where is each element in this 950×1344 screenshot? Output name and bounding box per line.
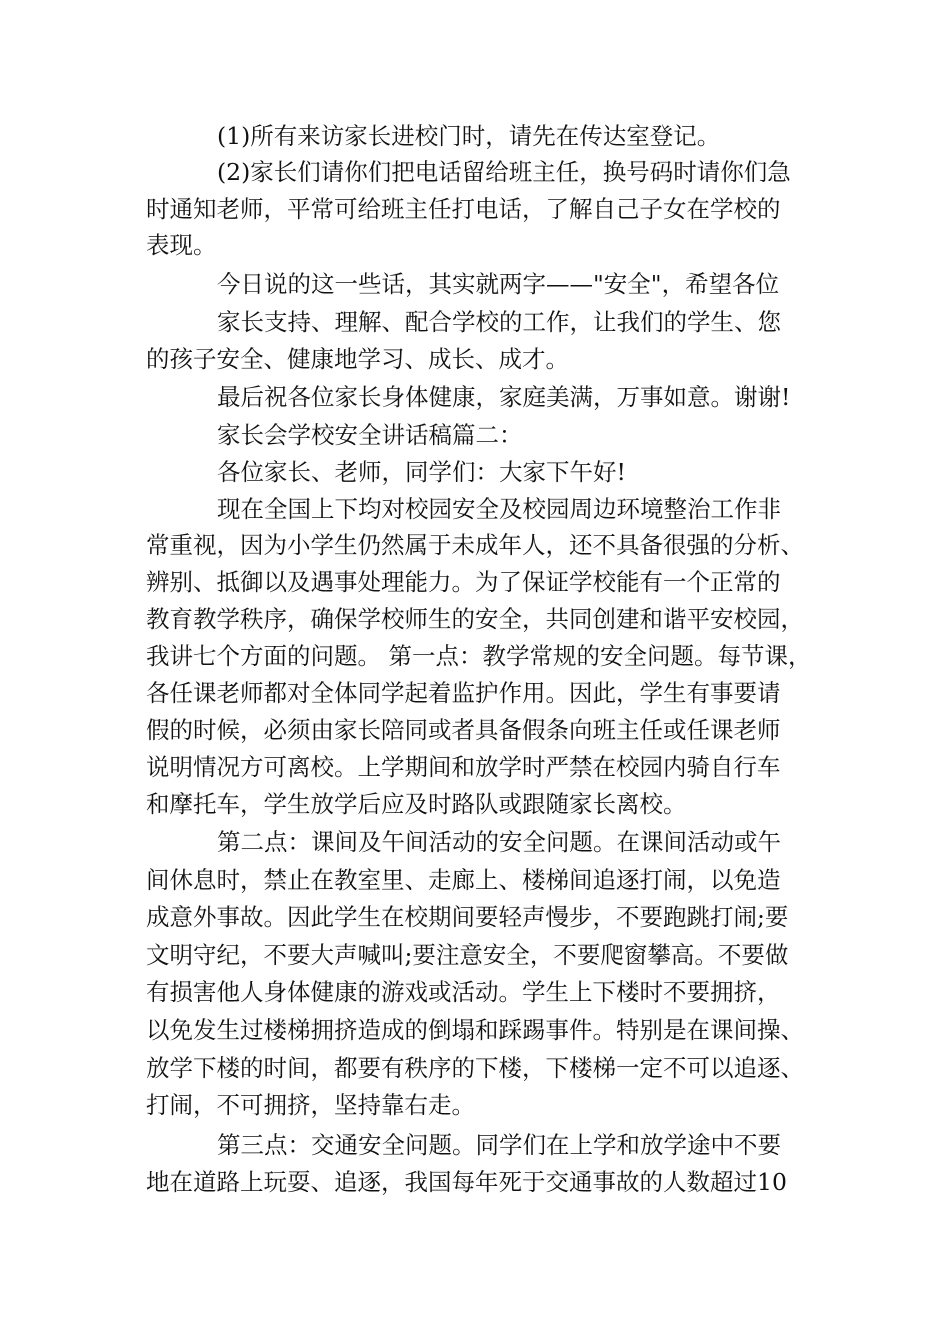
text-line: 成意外事故。因此学生在校期间要轻声慢步，不要跑跳打闹;要 [146,903,789,931]
text-line: 常重视，因为小学生仍然属于未成年人，还不具备很强的分析、 [146,531,804,559]
text-line: 以免发生过楼梯拥挤造成的倒塌和踩踢事件。特别是在课间操、 [146,1016,804,1044]
text-line: 今日说的这一些话，其实就两字——"安全"，希望各位 [217,270,780,298]
text-line: 放学下楼的时间，都要有秩序的下楼，下楼梯一定不可以追逐、 [146,1054,804,1082]
text-line: 的孩子安全、健康地学习、成长、成才。 [146,345,569,373]
text-line: 第二点：课间及午间活动的安全问题。在课间活动或午 [217,828,781,856]
text-line: 时通知老师，平常可给班主任打电话，了解自己子女在学校的 [146,195,781,223]
text-line: 有损害他人身体健康的游戏或活动。学生上下楼时不要拥挤， [146,978,781,1006]
text-line: 打闹，不可拥挤，坚持靠右走。 [146,1091,475,1119]
text-line: 地在道路上玩耍、追逐，我国每年死于交通事故的人数超过10 [146,1168,787,1196]
text-line: 辨别、抵御以及遇事处理能力。为了保证学校能有一个正常的 [146,568,781,596]
text-line: 各任课老师都对全体同学起着监护作用。因此，学生有事要请 [146,679,781,707]
text-line: 我讲七个方面的问题。 第一点：教学常规的安全问题。每节课， [146,642,812,670]
text-line: 文明守纪，不要大声喊叫;要注意安全，不要爬窗攀高。不要做 [146,941,789,969]
text-line: (2)家长们请你们把电话留给班主任，换号码时请你们急 [217,158,791,186]
text-line: 家长支持、理解、配合学校的工作，让我们的学生、您 [217,308,781,336]
text-line: 教育教学秩序，确保学校师生的安全，共同创建和谐平安校园， [146,605,804,633]
text-line: (1)所有来访家长进校门时，请先在传达室登记。 [217,122,721,150]
text-line: 和摩托车，学生放学后应及时路队或跟随家长离校。 [146,790,687,818]
text-line: 家长会学校安全讲话稿篇二： [217,421,523,449]
text-line: 说明情况方可离校。上学期间和放学时严禁在校园内骑自行车 [146,753,781,781]
text-line: 间休息时，禁止在教室里、走廊上、楼梯间追逐打闹，以免造 [146,866,781,894]
text-line: 各位家长、老师，同学们：大家下午好! [217,458,626,486]
text-line: 现在全国上下均对校园安全及校园周边环境整治工作非 [217,495,781,523]
text-line: 第三点：交通安全问题。同学们在上学和放学途中不要 [217,1131,781,1159]
text-line: 最后祝各位家长身体健康，家庭美满，万事如意。谢谢! [217,383,791,411]
text-line: 假的时候，必须由家长陪同或者具备假条向班主任或任课老师 [146,716,781,744]
text-line: 表现。 [146,231,217,259]
